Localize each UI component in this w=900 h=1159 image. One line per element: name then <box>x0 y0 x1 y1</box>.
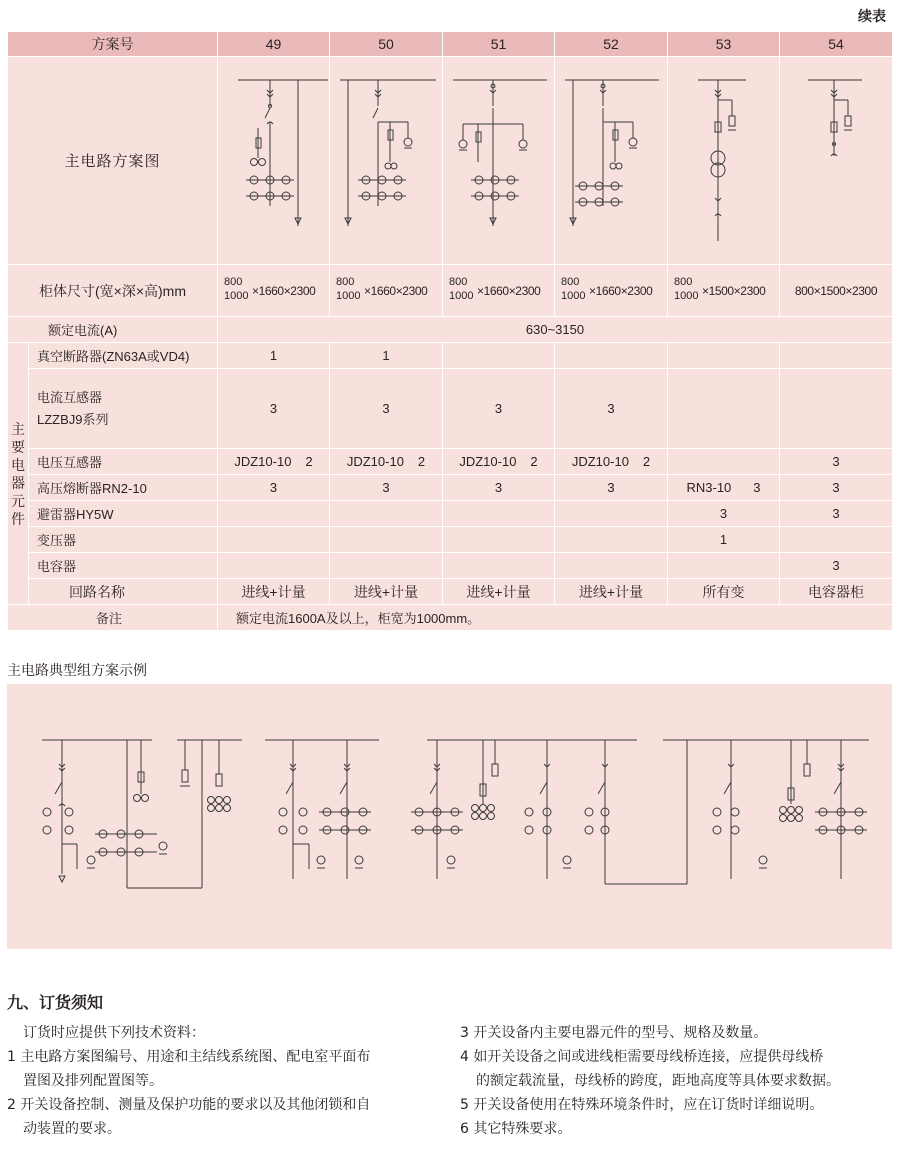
ct-50: 3 <box>330 369 443 449</box>
header-row <box>8 32 893 57</box>
capacitor-row <box>8 553 893 579</box>
diagram-row <box>8 57 893 265</box>
circuit-name-50: 进线+计量 <box>330 579 443 605</box>
scheme-54: 54 <box>780 32 893 57</box>
ct-52: 3 <box>555 369 668 449</box>
current-value: 630~3150 <box>218 317 893 343</box>
header-label: 方案号 <box>8 32 218 57</box>
order-notes-column-left <box>7 1021 437 1141</box>
order-item-4: 4 如开关设备之间或进线柜需要母线桥连接，应提供母线桥 <box>460 1049 824 1065</box>
scheme-50: 50 <box>330 32 443 57</box>
scheme-table <box>7 31 893 631</box>
fuse-49: 3 <box>218 475 330 501</box>
vacuum-49: 1 <box>218 343 330 369</box>
circuit-name-51: 进线+计量 <box>443 579 555 605</box>
vt-49: JDZ10-10 2 <box>234 454 313 469</box>
circuit-diagram-49 <box>218 57 330 265</box>
vacuum-row <box>8 343 893 369</box>
remark-row <box>8 605 893 631</box>
size-51: 800 1000 ×1660×2300 <box>449 275 541 302</box>
order-item-5: 5 开关设备使用在特殊环境条件时，应在订货时详细说明。 <box>460 1097 824 1113</box>
fuse-50: 3 <box>330 475 443 501</box>
current-label: 额定电流(A) <box>8 317 218 343</box>
scheme-52: 52 <box>555 32 668 57</box>
circuit-diagram-54 <box>780 57 893 265</box>
scheme-53: 53 <box>668 32 780 57</box>
vt-51: JDZ10-10 2 <box>459 454 538 469</box>
circuit-name-52: 进线+计量 <box>555 579 668 605</box>
fuse-label: 高压熔断器RN2-10 <box>29 475 218 501</box>
size-50: 800 1000 ×1660×2300 <box>336 275 428 302</box>
capacitor-54: 3 <box>780 553 893 579</box>
transformer-53: 1 <box>668 527 780 553</box>
remark-label: 备注 <box>8 605 218 631</box>
example-title: 主电路典型组方案示例 <box>7 662 147 678</box>
size-52: 800 1000 ×1660×2300 <box>561 275 653 302</box>
scheme-49: 49 <box>218 32 330 57</box>
vt-50: JDZ10-10 2 <box>346 454 426 469</box>
scheme-51: 51 <box>443 32 555 57</box>
circuit-name-53: 所有变 <box>668 579 780 605</box>
transformer-row <box>8 527 893 553</box>
vacuum-50: 1 <box>330 343 443 369</box>
fuse-54: 3 <box>780 475 893 501</box>
ct-row <box>8 369 893 449</box>
order-item-2: 2 开关设备控制、测量及保护功能的要求以及其他闭锁和自 <box>7 1097 371 1113</box>
vt-54: 3 <box>780 449 893 475</box>
ct-51: 3 <box>443 369 555 449</box>
circuit-name-54: 电容器柜 <box>780 579 893 605</box>
arrester-row <box>8 501 893 527</box>
size-53: 800 1000 ×1500×2300 <box>674 275 766 302</box>
diagram-row-label: 主电路方案图 <box>8 57 218 265</box>
circuit-diagram-51 <box>443 57 555 265</box>
size-row <box>8 265 893 317</box>
example-diagram <box>7 684 892 949</box>
circuit-diagram-53 <box>668 57 780 265</box>
ct-49: 3 <box>218 369 330 449</box>
fuse-52: 3 <box>555 475 668 501</box>
order-notes-column-right <box>460 1021 892 1141</box>
order-item-3: 3 开关设备内主要电器元件的型号、规格及数量。 <box>460 1025 768 1041</box>
circuit-name-row <box>8 579 893 605</box>
arrester-54: 3 <box>780 501 893 527</box>
transformer-label: 变压器 <box>29 527 218 553</box>
circuit-name-49: 进线+计量 <box>218 579 330 605</box>
size-row-label: 柜体尺寸(宽×深×高)mm <box>8 265 218 317</box>
remark-text: 额定电流1600A及以上，柜宽为1000mm。 <box>218 605 893 631</box>
order-item-4-cont: 的额定载流量，母线桥的跨度，距地高度等具体要求数据。 <box>476 1073 840 1089</box>
current-row <box>8 317 893 343</box>
vt-52: JDZ10-10 2 <box>571 454 651 469</box>
circuit-diagram-50 <box>330 57 443 265</box>
fuse-51: 3 <box>443 475 555 501</box>
fuse-53: RN3-10 3 <box>686 480 761 495</box>
circuit-diagram-52 <box>555 57 668 265</box>
circuit-name-label: 回路名称 <box>29 579 218 605</box>
order-notes-title: 九、订货须知 <box>7 995 104 1012</box>
arrester-label: 避雷器HY5W <box>29 501 218 527</box>
vt-row <box>8 449 893 475</box>
size-49: 800 1000 ×1660×2300 <box>224 275 316 302</box>
continued-label: 续表 <box>858 8 886 24</box>
example-diagram-panel <box>7 684 892 949</box>
main-components-group: 主要电器元件 <box>8 343 29 605</box>
order-item-1-cont: 置图及排列配置图等。 <box>23 1073 163 1089</box>
arrester-53: 3 <box>668 501 780 527</box>
fuse-row <box>8 475 893 501</box>
size-54: 800×1500×2300 <box>780 265 893 317</box>
vacuum-label: 真空断路器(ZN63A或VD4) <box>29 343 218 369</box>
order-item-1: 1 主电路方案图编号、用途和主结线系统图、配电室平面布 <box>7 1049 371 1065</box>
order-item-6: 6 其它特殊要求。 <box>460 1121 572 1137</box>
order-item-2-cont: 动装置的要求。 <box>23 1121 121 1137</box>
ct-label: 电流互感器 LZZBJ9系列 <box>29 369 218 449</box>
order-intro: 订货时应提供下列技术资料： <box>23 1025 205 1041</box>
vt-label: 电压互感器 <box>29 449 218 475</box>
capacitor-label: 电容器 <box>29 553 218 579</box>
